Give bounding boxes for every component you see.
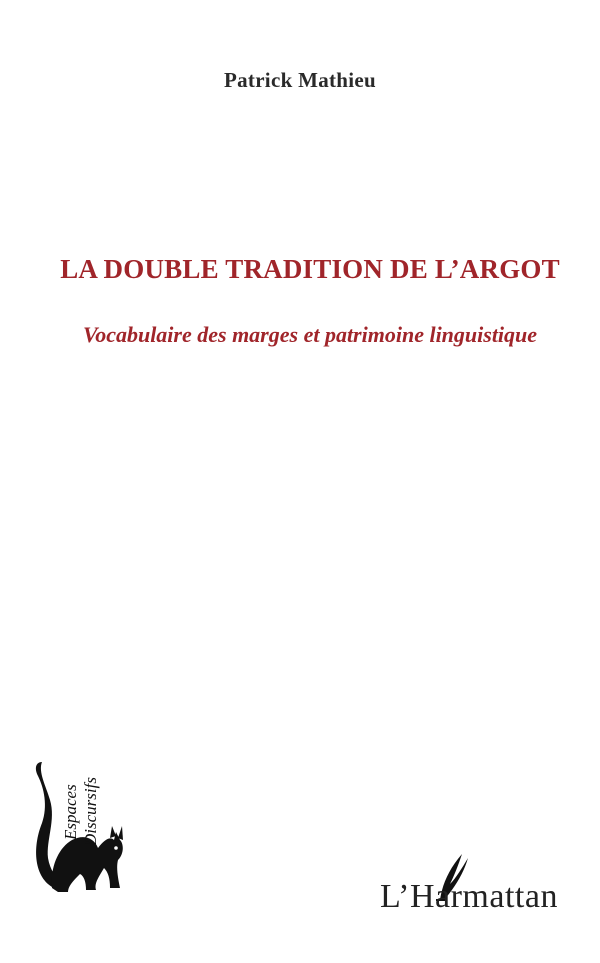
publisher-logo: [380, 850, 580, 920]
cat-silhouette-icon: [24, 728, 134, 898]
author-name: Patrick Mathieu: [223, 68, 377, 92]
book-subtitle: Vocabulaire des marges et patrimoine linguistique: [82, 322, 538, 347]
collection-line2: Discursifs: [81, 777, 100, 846]
book-title: LA DOUBLE TRADITION DE L’ARGOT: [60, 254, 560, 284]
collection-line1: Espaces: [61, 784, 80, 840]
publisher-name: L’Harmattan: [380, 878, 558, 915]
collection-logo: [24, 728, 134, 898]
